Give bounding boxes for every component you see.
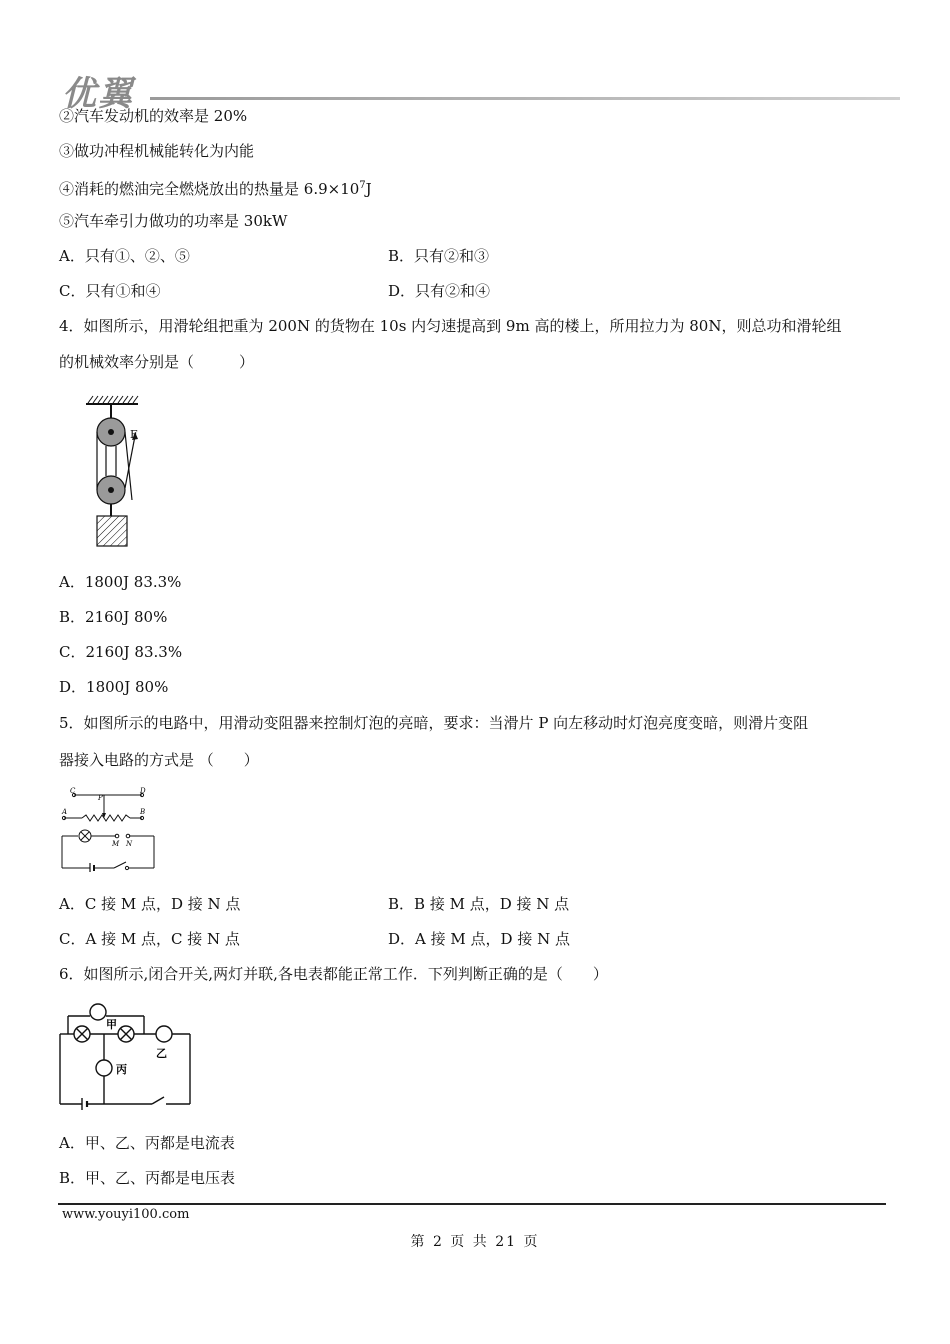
meter-yi-label: 乙	[156, 1047, 167, 1060]
parallel-circuit-figure	[56, 998, 196, 1110]
page-number: 第 2 页 共 21 页	[410, 1234, 540, 1250]
statement-5: ⑤汽车牵引力做功的功率是 30kW	[59, 212, 288, 230]
statement-3: ③做功冲程机械能转化为内能	[59, 142, 255, 160]
statement-4-exponent: 7	[359, 180, 366, 191]
footer-rule	[58, 1203, 886, 1205]
label-a: A	[62, 808, 68, 816]
statement-4-unit: J	[365, 180, 372, 198]
label-m: M	[112, 840, 120, 848]
pulley-force-label: F	[130, 428, 138, 441]
rheostat-circuit-figure	[60, 786, 160, 872]
statement-4	[59, 176, 372, 199]
header-rule	[150, 97, 900, 100]
q6-option-a: A．甲、乙、丙都是电流表	[59, 1134, 235, 1152]
q6-stem: 6．如图所示,闭合开关,两灯并联,各电表都能正常工作．下列判断正确的是（ ）	[59, 965, 608, 983]
footer-website: www.youyi100.com	[62, 1207, 190, 1222]
statement-4-text: ④消耗的燃油完全燃烧放出的热量是 6.9×10	[59, 180, 360, 198]
q4-stem-line-1: 4．如图所示，用滑轮组把重为 200N 的货物在 10s 内匀速提高到 9m 高的楼上，所用拉力为 80N，则总功和滑轮组	[59, 317, 842, 335]
label-n: N	[126, 840, 133, 848]
cargo-block	[97, 516, 127, 546]
q3-option-b: B．只有②和③	[388, 247, 490, 265]
statement-2: ②汽车发动机的效率是 20%	[59, 107, 248, 125]
q5-option-a: A．C 接 M 点，D 接 N 点	[59, 895, 241, 913]
label-b: B	[140, 808, 146, 816]
meter-bing-label: 丙	[116, 1063, 127, 1076]
q5-option-c: C．A 接 M 点，C 接 N 点	[59, 930, 240, 948]
q5-option-b: B．B 接 M 点，D 接 N 点	[388, 895, 570, 913]
pulley-figure	[80, 392, 160, 552]
q4-option-c: C．2160J 83.3%	[59, 643, 183, 661]
q4-option-b: B．2160J 80%	[59, 608, 168, 626]
q4-stem-line-2: 的机械效率分别是（ ）	[59, 353, 255, 371]
meter-jia-label: 甲	[106, 1018, 117, 1031]
label-d: D	[140, 787, 146, 795]
label-c: C	[70, 787, 76, 795]
label-p: P	[98, 794, 103, 802]
q4-option-a: A．1800J 83.3%	[59, 573, 182, 591]
youyi-logo: 优翼	[62, 74, 134, 114]
q3-option-c: C．只有①和④	[59, 282, 161, 300]
q3-option-a: A．只有①、②、⑤	[59, 247, 190, 265]
q5-stem-line-2: 器接入电路的方式是 （ ）	[59, 751, 259, 769]
q5-option-d: D．A 接 M 点，D 接 N 点	[388, 930, 570, 948]
q5-stem-line-1: 5．如图所示的电路中，用滑动变阻器来控制灯泡的亮暗，要求：当滑片 P 向左移动时灯泡亮度变暗，则滑片变阻	[59, 714, 809, 732]
q4-option-d: D．1800J 80%	[59, 678, 169, 696]
q3-option-d: D．只有②和④	[388, 282, 491, 300]
q6-option-b: B．甲、乙、丙都是电压表	[59, 1169, 236, 1187]
